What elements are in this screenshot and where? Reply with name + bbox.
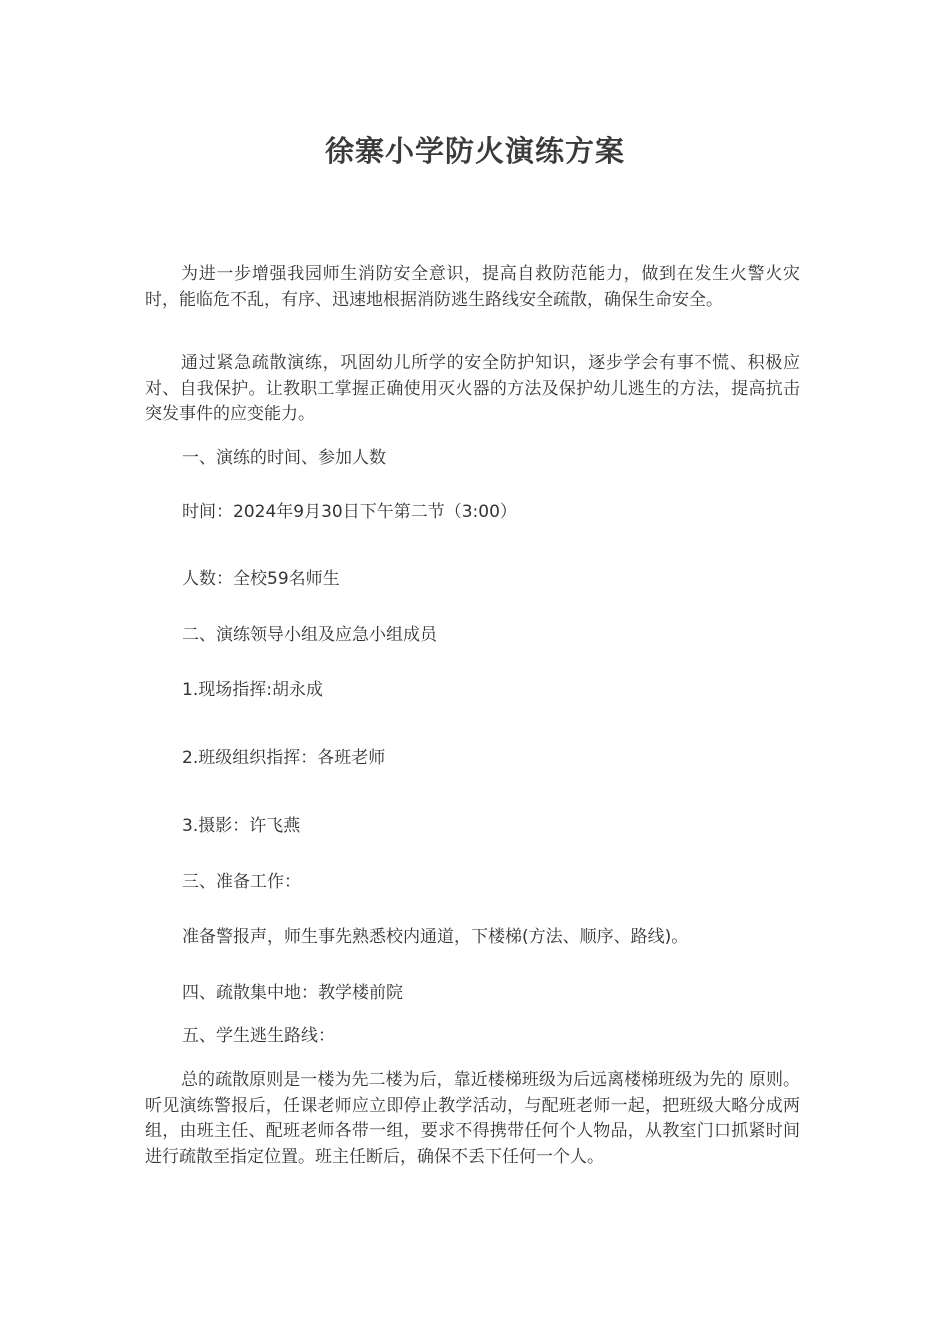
member-photographer: 3.摄影：许飞燕 — [182, 816, 301, 836]
section-heading-2: 二、演练领导小组及应急小组成员 — [182, 625, 437, 645]
drill-time: 时间：2024年9月30日下午第二节（3:00） — [182, 502, 517, 522]
section-heading-5: 五、学生逃生路线： — [182, 1026, 335, 1046]
section-heading-4: 四、疏散集中地：教学楼前院 — [182, 983, 403, 1003]
preparation-text: 准备警报声，师生事先熟悉校内通道，下楼梯(方法、顺序、路线)。 — [182, 927, 689, 947]
member-class-organizer: 2.班级组织指挥：各班老师 — [182, 748, 386, 768]
member-commander: 1.现场指挥:胡永成 — [182, 680, 323, 700]
intro-paragraph-2: 通过紧急疏散演练，巩固幼儿所学的安全防护知识，逐步学会有事不慌、积极应对、自我保护。让教职工掌握正确使用灭火器的方法及保护幼儿逃生的方法，提高抗击突发事件的应变能力。 — [145, 353, 800, 424]
participant-count: 人数：全校59名师生 — [182, 569, 340, 589]
section-heading-3: 三、准备工作： — [182, 872, 301, 892]
document-title: 徐寨小学防火演练方案 — [324, 134, 625, 168]
intro-paragraph-1: 为进一步增强我园师生消防安全意识，提高自救防范能力，做到在发生火警火灾时，能临危不乱，有序、迅速地根据消防逃生路线安全疏散，确保生命安全。 — [145, 264, 800, 310]
section-heading-1: 一、演练的时间、参加人数 — [182, 448, 386, 468]
route-paragraph: 总的疏散原则是一楼为先二楼为后，靠近楼梯班级为后远离楼梯班级为先的 原则。听见演练警报后，任课老师应立即停止教学活动，与配班老师一起，把班级大略分成两组，由班主任、配班老师各带一组，要求不得携带任何个人物品，从教室门口抓紧时间进行疏散至指定位置。班主任断后，确保不丢下任何一个人。 — [145, 1070, 800, 1167]
